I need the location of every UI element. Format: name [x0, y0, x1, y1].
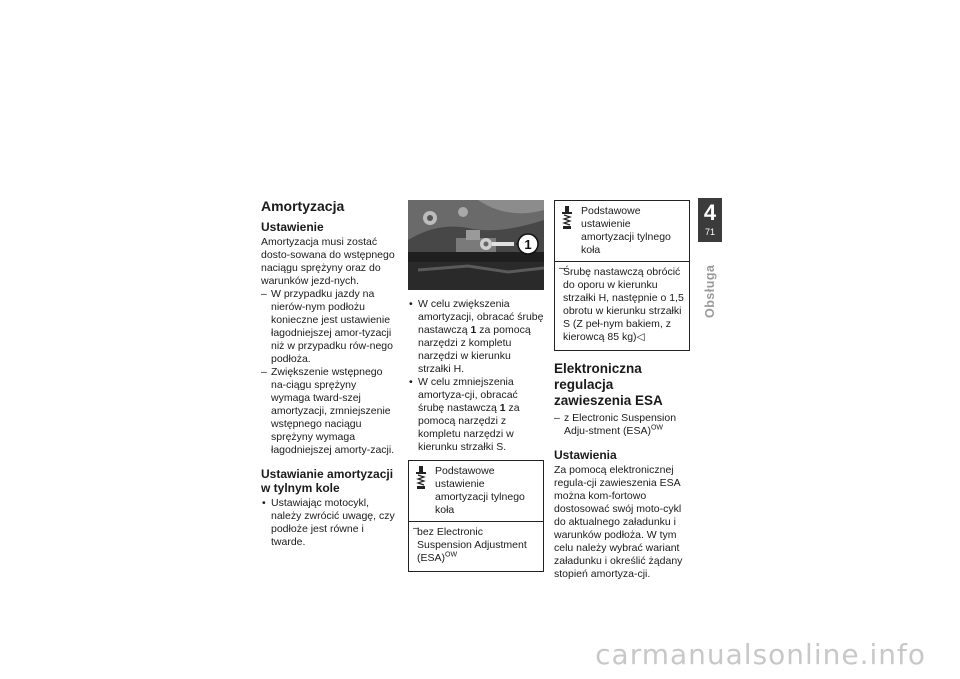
bullet-increase-text-b: za pomocą narzędzi z kompletu narzędzi w kierunku strzałki H.	[418, 324, 531, 375]
info-box-body: – Śrubę nastawczą obrócić do oporu w kierunku strzałki H, następnie o 1,5 obrotu w kierunku strzałki S (Z peł-nym bakiem, z kierowcą 85 kg)◁	[559, 262, 689, 350]
subheading-rear-damping: Ustawianie amortyzacji w tylnym kole	[261, 467, 394, 495]
subheading-ustawienie: Ustawienie	[261, 220, 324, 234]
info-box-body-text: bez Electronic Suspension Adjustment (ESA)	[417, 526, 527, 564]
bullet-increase-text-a: W celu zwiększenia amortyzacji, obracać śrubę nastawczą	[418, 298, 544, 336]
info-box-body-sup: OW	[445, 551, 458, 559]
section-title-amortyzacja: Amortyzacja	[261, 198, 345, 214]
watermark: carmanualsonline.info	[595, 638, 926, 671]
damper-adjust-icon	[413, 465, 429, 491]
info-box-header	[555, 201, 689, 262]
subheading-ustawienia: Ustawienia	[554, 448, 617, 462]
info-box-title: Podstawowe ustawienie amortyzacji tylnego koła	[435, 465, 525, 516]
intro-paragraph: Amortyzacja musi zostać dosto-sowana do wstępnego naciągu sprężyny oraz do warunków jezd-nych.	[261, 236, 395, 287]
dash-item-esa-sup: OW	[650, 424, 664, 432]
bullet-decrease-ref: 1	[499, 402, 506, 414]
column-3	[554, 200, 690, 581]
info-box-title: Podstawowe ustawienie amortyzacji tylnego koła	[581, 205, 671, 256]
dash-item-esa	[554, 412, 690, 438]
page-number: 71	[704, 227, 715, 237]
esa-paragraph: Za pomocą elektronicznej regula-cji zawieszenia ESA można kom-fortowo dostosować swój moto-cykl do aktualnego załadunku i warunków podłoża. W tym celu należy wybrać wariant załadunku i określić żądany stopień amortyza-cji.	[554, 464, 683, 580]
chapter-tab	[698, 198, 722, 242]
dash-item-1: – W przypadku jazdy na nierów-nym podłożu konieczne jest ustawienie łagodniejszej amor-tyzacji niż w przypadku rów-nego podłoża.	[261, 288, 397, 366]
info-box-body	[413, 522, 543, 571]
bullet-increase-damping	[408, 298, 544, 376]
photo-callout-label: 1	[524, 237, 532, 252]
section-title-esa: Elektroniczna regulacja zawieszenia ESA	[554, 361, 663, 408]
damper-adjust-icon	[559, 205, 575, 231]
chapter-number: 4	[703, 200, 717, 225]
info-box-basic-setting	[408, 460, 544, 572]
photo-illustration	[408, 200, 544, 290]
dash-item-esa-text: z Electronic Suspension Adju-stment (ESA)	[564, 412, 677, 437]
bullet-item-1: • Ustawiając motocykl, należy zwrócić uwagę, czy podłoże jest równe i twarde.	[261, 497, 397, 549]
bullet-increase-ref: 1	[470, 324, 477, 336]
column-1	[261, 198, 397, 549]
bullet-decrease-damping	[408, 376, 544, 454]
bullet-decrease-text-b: za pomocą narzędzi z kompletu narzędzi w kierunku strzałki S.	[418, 402, 520, 453]
info-box-header	[409, 461, 543, 522]
info-box-rear-setting	[554, 200, 690, 351]
suspension-photo	[408, 200, 544, 290]
column-2	[408, 200, 544, 572]
section-side-label: Obsługa	[703, 264, 717, 318]
bullet-decrease-text-a: W celu zmniejszenia amortyza-cji, obracać śrubę nastawczą	[418, 376, 518, 414]
dash-item-2: – Zwiększenie wstępnego na-ciągu sprężyny wymaga tward-szej amortyzacji, zmniejszenie wstępnego naciągu sprężyny wymaga łagodniejszej amorty-zacji.	[261, 366, 397, 457]
